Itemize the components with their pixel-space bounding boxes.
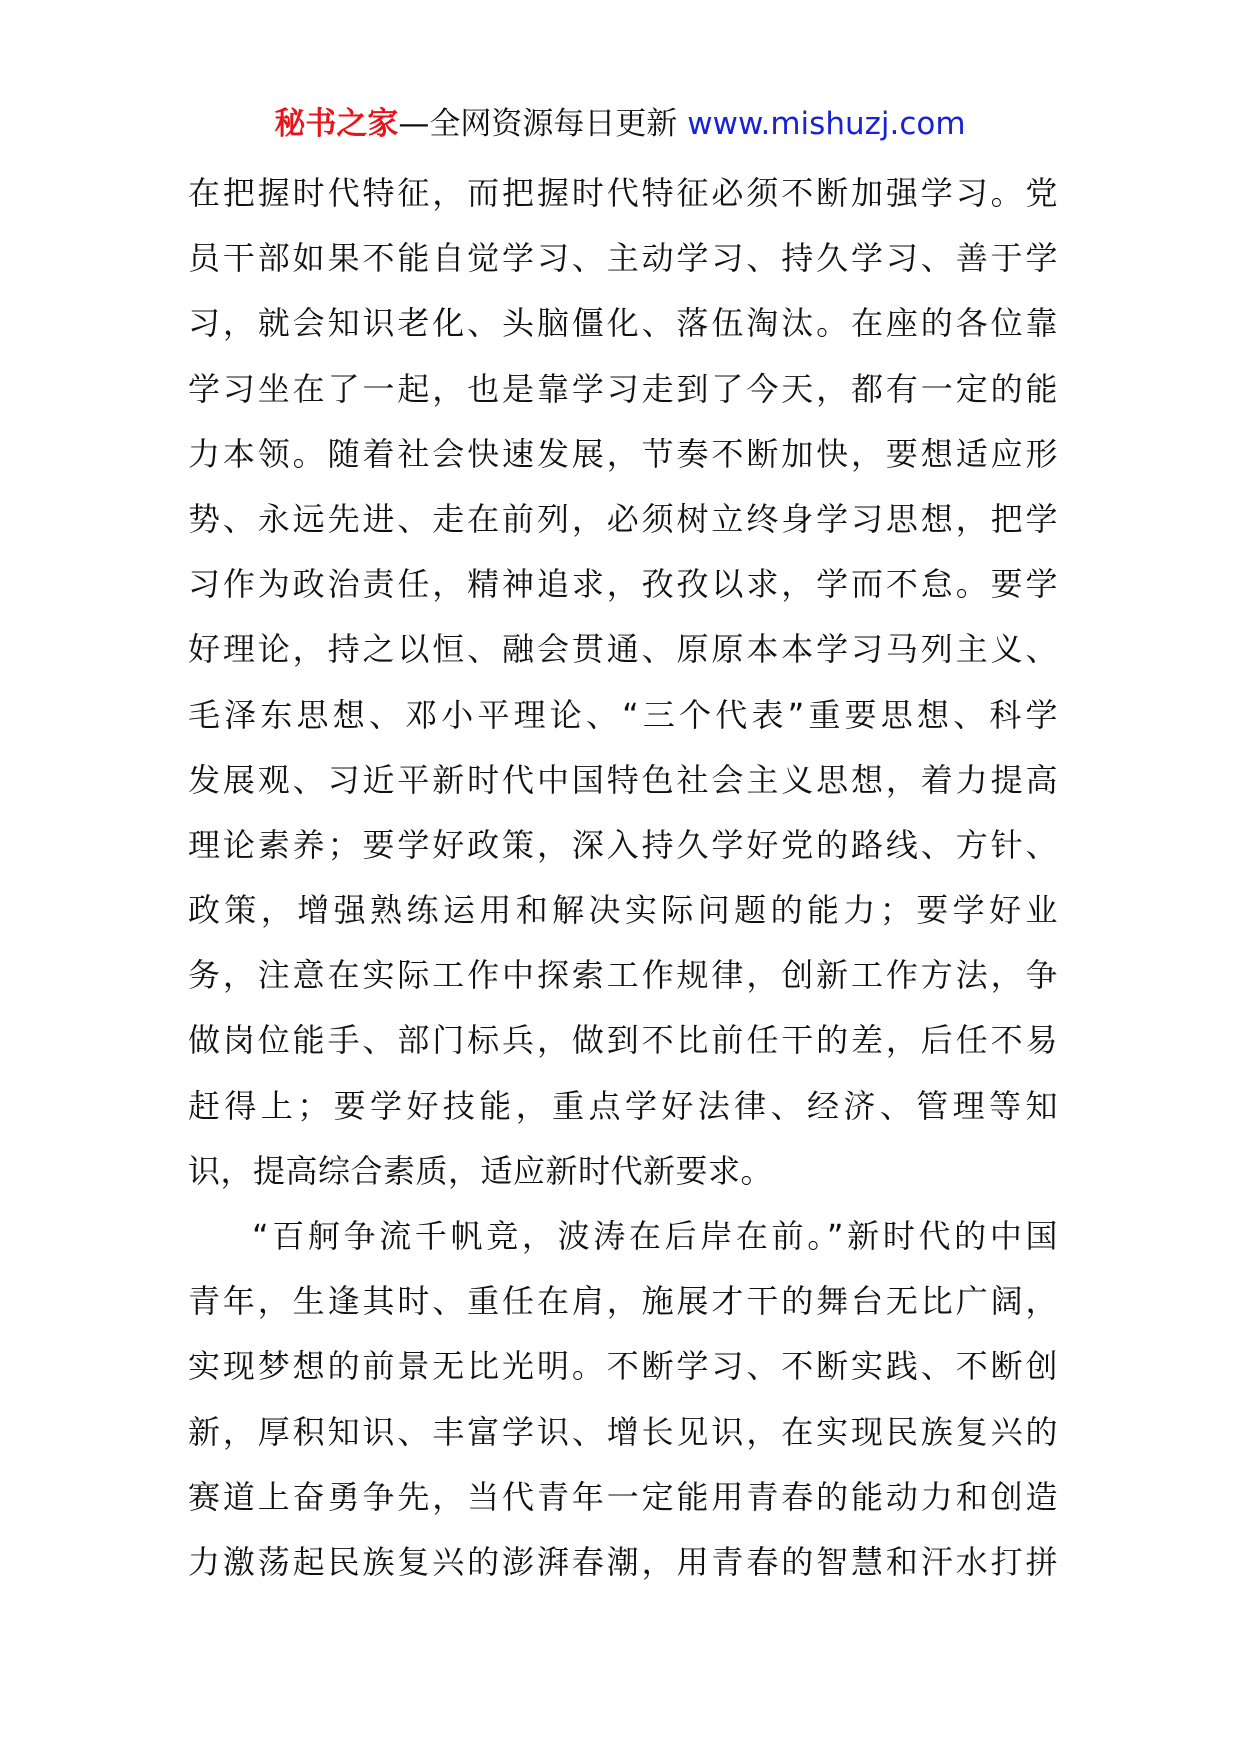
- paragraph-1: [188, 161, 1058, 1204]
- text-line: 在把握时代特征，而把握时代特征必须不断加强学习。党: [188, 174, 1058, 212]
- text-line: 好理论，持之以恒、融会贯通、原原本本学习马列主义、: [188, 630, 1058, 669]
- document-body: [188, 161, 1058, 1595]
- paragraph-2: [188, 1204, 1058, 1595]
- text-line: 力激荡起民族复兴的澎湃春潮，用青春的智慧和汗水打拼: [188, 1542, 1058, 1581]
- text-line: 政策，增强熟练运用和解决实际问题的能力；要学好业: [188, 891, 1058, 930]
- text-line: 赛道上奋勇争先，当代青年一定能用青春的能动力和创造: [188, 1477, 1058, 1516]
- text-line: 学习坐在了一起，也是靠学习走到了今天，都有一定的能: [188, 369, 1058, 408]
- text-line: 发展观、习近平新时代中国特色社会主义思想，着力提高: [188, 760, 1058, 799]
- text-line: 务，注意在实际工作中探索工作规律，创新工作方法，争: [188, 956, 1058, 995]
- text-line: 习，就会知识老化、头脑僵化、落伍淘汰。在座的各位靠: [188, 304, 1058, 343]
- header-url-link[interactable]: www.mishuzj.com: [687, 106, 966, 142]
- text-line: 识，提高综合素质，适应新时代新要求。: [188, 1151, 774, 1190]
- text-line: 做岗位能手、部门标兵，做到不比前任干的差，后任不易: [188, 1021, 1058, 1060]
- text-line: 力本领。随着社会快速发展，节奏不断加快，要想适应形: [188, 434, 1058, 473]
- text-line: 实现梦想的前景无比光明。不断学习、不断实践、不断创: [188, 1347, 1058, 1386]
- page-header: [0, 100, 1240, 148]
- text-line: 理论素养；要学好政策，深入持久学好党的路线、方针、: [188, 825, 1058, 864]
- text-line: 势、永远先进、走在前列，必须树立终身学习思想，把学: [188, 499, 1058, 538]
- text-line: 习作为政治责任，精神追求，孜孜以求，学而不怠。要学: [188, 565, 1058, 604]
- text-line: 毛泽东思想、邓小平理论、“三个代表”重要思想、科学: [188, 695, 1058, 734]
- text-line: 赶得上；要学好技能，重点学好法律、经济、管理等知: [188, 1086, 1058, 1125]
- text-line: 员干部如果不能自觉学习、主动学习、持久学习、善于学: [188, 239, 1058, 278]
- text-line: “百舸争流千帆竞，波涛在后岸在前。”新时代的中国: [252, 1217, 1058, 1255]
- text-line: 新，厚积知识、丰富学识、增长见识，在实现民族复兴的: [188, 1412, 1058, 1451]
- header-brand: 秘书之家: [274, 106, 399, 142]
- header-tagline: —全网资源每日更新: [398, 106, 688, 142]
- text-line: 青年，生逢其时、重任在肩，施展才干的舞台无比广阔，: [188, 1282, 1058, 1321]
